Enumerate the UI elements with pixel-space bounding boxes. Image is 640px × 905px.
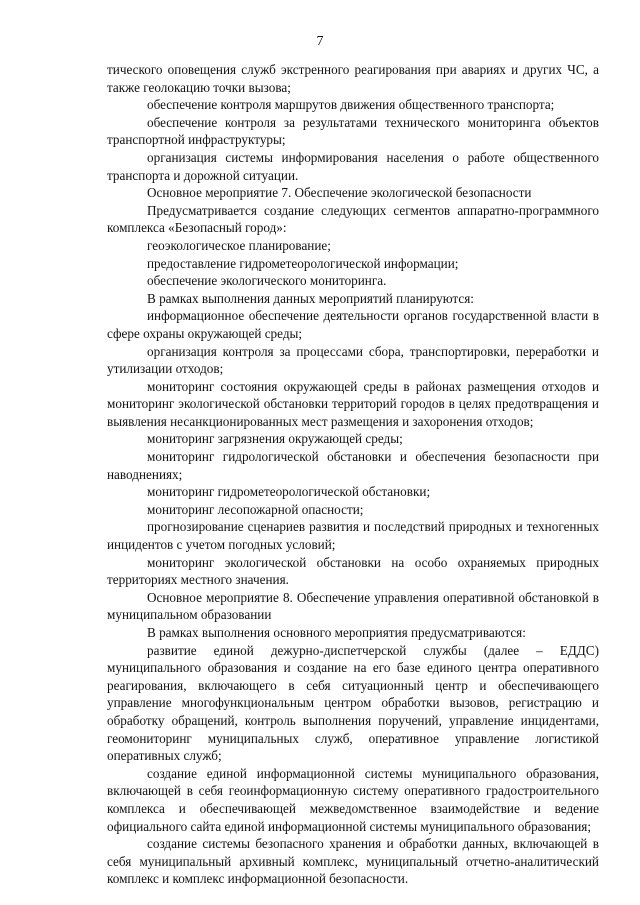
paragraph: мониторинг экологической обстановки на особо охраняемых природных территориях местного значения. [107,554,599,588]
paragraph: организация контроля за процессами сбора, транспортировки, переработки и утилизации отходов; [107,343,599,377]
paragraph: геоэкологическое планирование; [147,237,331,253]
paragraph: организация системы информирования населения о работе общественного транспорта и дорожной ситуации. [107,149,599,183]
paragraph: Основное мероприятие 8. Обеспечение управления оперативной обстановкой в муниципальном образовании [107,589,599,623]
paragraph: мониторинг гидрологической обстановки и обеспечения безопасности при наводнениях; [107,449,599,482]
paragraph: мониторинг загрязнения окружающей среды; [147,431,403,447]
paragraph: обеспечение контроля маршрутов движения общественного транспорта; [147,97,555,113]
paragraph: мониторинг состояния окружающей среды в районах размещения отходов и мониторинг экологической обстановки территорий городов в целях предотвращения и выявления несанкционированных мест размещения и захоронения отходов; [107,378,599,429]
paragraph: Основное мероприятие 7. Обеспечение экологической безопасности [147,185,532,201]
paragraph: предоставление гидрометеорологической информации; [147,255,459,271]
page-number: 7 [316,34,324,49]
paragraph: прогнозирование сценариев развития и последствий природных и техногенных инцидентов с учетом погодных условий; [107,519,599,553]
document-body [107,61,599,888]
paragraph: В рамках выполнения основного мероприятия предусматриваются: [147,625,526,640]
paragraph: обеспечение контроля за результатами технического мониторинга объектов транспортной инфраструктуры; [107,114,599,148]
paragraph: тического оповещения служб экстренного реагирования при авариях и других ЧС, а также геолокацию точки вызова; [107,62,599,95]
paragraph: создание системы безопасного хранения и обработки данных, включающей в себя муниципальный архивный комплекс, муниципальный отчетно-аналитический комплекс и комплекс информационной безопасности. [107,836,599,887]
paragraph: Предусматривается создание следующих сегментов аппаратно-программного комплекса «Безопасный город»: [107,202,599,236]
paragraph: мониторинг гидрометеорологической обстановки; [147,484,431,500]
paragraph: информационное обеспечение деятельности органов государственной власти в сфере охраны окружающей среды; [107,308,599,341]
paragraph: мониторинг лесопожарной опасности; [147,501,364,517]
paragraph: развитие единой дежурно-диспетчерской службы (далее – ЕДДС) муниципального образования и создание на его базе единого центра оперативного реагирования, включающего в себя ситуационный центр и обеспечивающего управление многофункциональным центром обработки вызовов, регистрацию и обработку обращений, контроль выполнения поручений, управление инцидентами, геомониторинг муниципальных служб, оперативное управление логистикой оперативных служб; [107,642,599,764]
paragraph: обеспечение экологического мониторинга. [147,273,387,289]
paragraph: В рамках выполнения данных мероприятий планируются: [147,290,474,306]
paragraph: создание единой информационной системы муниципального образования, включающей в себя геоинформационную систему оперативного градостроительного комплекса и обеспечивающей межведомственное взаимодействие и ведение официального сайта единой информационной системы муниципального образования; [107,765,599,834]
